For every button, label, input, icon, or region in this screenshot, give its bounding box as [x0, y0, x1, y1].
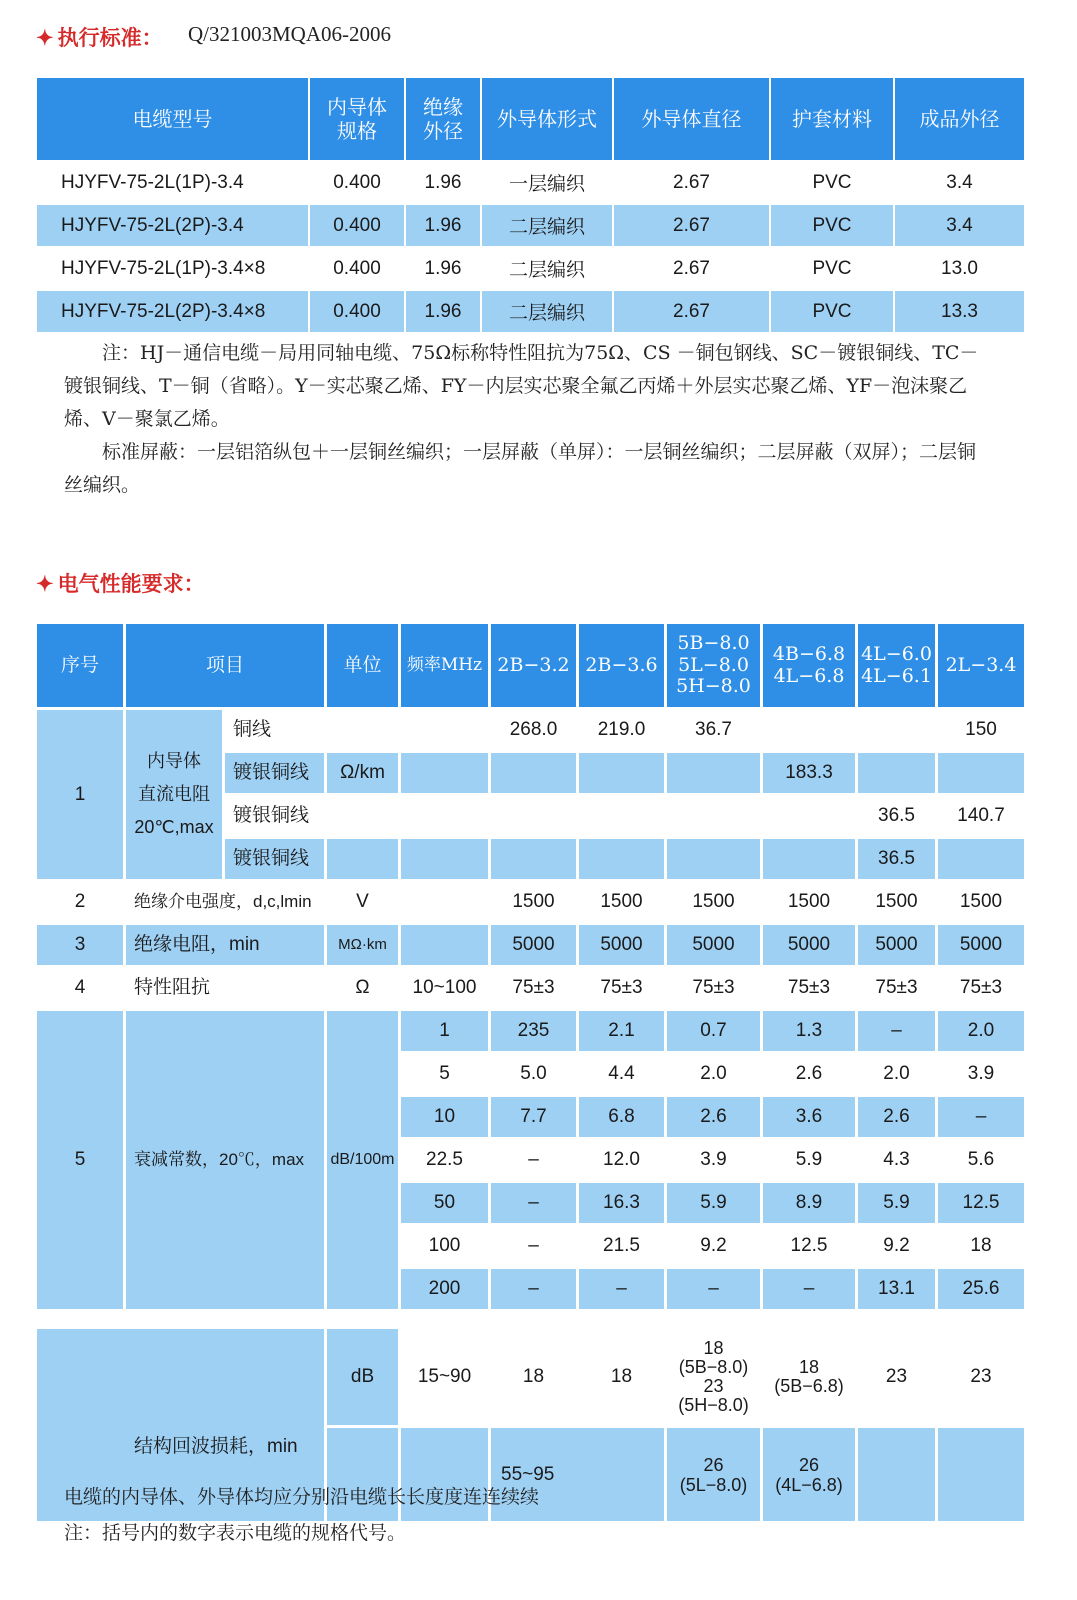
table-cell: 36.5: [855, 793, 935, 836]
table-cell: [664, 793, 760, 836]
item-cell: 结构回波损耗，min: [37, 1329, 324, 1521]
item-line: 直流电阻: [138, 784, 210, 804]
value-line: 23: [703, 1376, 724, 1396]
subitem-cell: 铜线: [222, 707, 324, 750]
table-cell: 1.96: [404, 160, 480, 203]
header-cell: 绝缘 外径: [404, 78, 480, 160]
table-cell: [398, 750, 488, 793]
table-cell: 5000: [664, 922, 760, 965]
note-shielding: 标准屏蔽：一层铝箔纵包＋一层铜丝编织；一层屏蔽（单屏）：一层铜丝编织；二层屏蔽（双屏）；二层铜丝编织。: [64, 441, 977, 496]
table-cell: 4.4: [576, 1051, 664, 1094]
value-line: (5B−8.0): [678, 1357, 749, 1377]
header-item: 项目: [123, 624, 324, 707]
table-cell: 2.67: [612, 203, 769, 246]
header-cell: 外导体直径: [612, 78, 769, 160]
table-cell: [488, 750, 576, 793]
table-cell: 18: [935, 1223, 1024, 1266]
table-cell: 75±3: [488, 965, 576, 1008]
table-cell: [760, 707, 855, 750]
table-cell: 2.67: [612, 160, 769, 203]
table-cell: [324, 836, 398, 879]
table-cell: 13.0: [893, 246, 1024, 289]
table-cell: 5.9: [664, 1180, 760, 1223]
subitem-cell: 镀银铜线: [222, 836, 324, 879]
table-cell: 0.400: [308, 289, 404, 332]
freq-cell: 5: [398, 1051, 488, 1094]
table-row: [37, 707, 1024, 750]
star-icon: ✦: [36, 27, 54, 50]
table-cell: 75±3: [664, 965, 760, 1008]
table-cell: HJYFV-75-2L(2P)-3.4: [37, 203, 308, 246]
table-cell: [855, 1425, 935, 1521]
table-cell: PVC: [769, 246, 893, 289]
table-cell: 0.400: [308, 203, 404, 246]
table-cell: 5000: [488, 922, 576, 965]
table-row: [37, 203, 1024, 246]
table-cell: 21.5: [576, 1223, 664, 1266]
header-line: 4B−6.8: [772, 642, 846, 665]
header-cell: [760, 624, 855, 707]
table-cell: 2.0: [664, 1051, 760, 1094]
table-cell: –: [576, 1266, 664, 1309]
table-cell: 5000: [855, 922, 935, 965]
seq-cell: 2: [37, 879, 123, 922]
unit-cell: dB/100m: [324, 1008, 398, 1309]
star-icon: ✦: [36, 573, 54, 596]
table-row: [37, 879, 1024, 922]
table-cell: 8.9: [760, 1180, 855, 1223]
table-cell: 2.67: [612, 246, 769, 289]
value-line: (4L−6.8): [775, 1474, 843, 1495]
seq-cell: 3: [37, 922, 123, 965]
value-line: (5L−8.0): [679, 1474, 748, 1495]
table-cell: PVC: [769, 160, 893, 203]
freq-cell: 10: [398, 1094, 488, 1137]
header-cell: 外导体形式: [480, 78, 612, 160]
table-cell: 12.0: [576, 1137, 664, 1180]
footer-note-codes: 注：括号内的数字表示电缆的规格代号。: [64, 1522, 407, 1544]
table-cell: 75±3: [760, 965, 855, 1008]
seq-cell: 4: [37, 965, 123, 1008]
table-cell: –: [664, 1266, 760, 1309]
table-cell: [576, 836, 664, 879]
value-line: 26: [798, 1454, 820, 1475]
table-cell: –: [855, 1008, 935, 1051]
table-cell: HJYFV-75-2L(1P)-3.4: [37, 160, 308, 203]
spacer-cell: [37, 1309, 1024, 1329]
table-cell: [664, 750, 760, 793]
table-cell: [935, 1425, 1024, 1521]
note-designations: 注：HJ－通信电缆－局用同轴电缆、75Ω标称特性阻抗为75Ω、CS －铜包钢线、SC－镀银铜线、TC－镀银铜线、T－铜（省略）。Y－实芯聚乙烯、FY－内层实芯聚全氟乙丙烯＋外层实芯聚乙烯、YF－泡沫聚乙烯、V－聚氯乙烯。: [64, 342, 979, 430]
freq-cell: 15~90: [398, 1329, 488, 1425]
table-cell: 5000: [576, 922, 664, 965]
header-cell: 2L−3.4: [935, 624, 1024, 707]
table-cell: 2.0: [935, 1008, 1024, 1051]
table-cell: [324, 707, 398, 750]
unit-cell: V: [324, 879, 398, 922]
table-cell: 0.400: [308, 246, 404, 289]
table-cell: [935, 836, 1024, 879]
table-cell: 5000: [760, 922, 855, 965]
table-cell: [760, 836, 855, 879]
table-cell: [488, 793, 576, 836]
table-cell: [664, 836, 760, 879]
freq-cell: 10~100: [398, 965, 488, 1008]
table-cell: 12.5: [760, 1223, 855, 1266]
table-cell: 5.9: [760, 1137, 855, 1180]
table-row: [37, 922, 1024, 965]
table-cell: [664, 1329, 760, 1425]
standard-title: ✦ 执行标准：: [36, 27, 163, 50]
table-cell: [576, 750, 664, 793]
header-cell: [855, 624, 935, 707]
table-cell: 268.0: [488, 707, 576, 750]
standard-code: Q/321003MQA06-2006: [188, 22, 391, 46]
table-cell: 13.1: [855, 1266, 935, 1309]
unit-cell: dB: [324, 1329, 398, 1425]
table-cell: [488, 836, 576, 879]
subitem-cell: 镀银铜线: [222, 750, 324, 793]
table-cell: PVC: [769, 289, 893, 332]
table-cell: 5000: [935, 922, 1024, 965]
table-cell: 5.0: [488, 1051, 576, 1094]
table-cell: 4.3: [855, 1137, 935, 1180]
table-cell: 23: [855, 1329, 935, 1425]
value-line: 26: [703, 1454, 724, 1475]
table-cell: 0.400: [308, 160, 404, 203]
header-line: 4L−6.0: [861, 642, 932, 665]
cable-spec-table: [37, 78, 1024, 332]
electrical-requirements-table: [37, 624, 1024, 1521]
table-cell: [398, 707, 488, 750]
header-unit: 单位: [324, 624, 398, 707]
table-cell: –: [488, 1137, 576, 1180]
header-cell: 内导体 规格: [308, 78, 404, 160]
table-cell: 3.9: [935, 1051, 1024, 1094]
freq-cell: 200: [398, 1266, 488, 1309]
value-line: 18: [703, 1338, 724, 1358]
table-cell: [576, 793, 664, 836]
header-cell: 电缆型号: [37, 78, 308, 160]
table-cell: [324, 793, 398, 836]
table-row: [37, 246, 1024, 289]
table-cell: 0.7: [664, 1008, 760, 1051]
table-cell: 9.2: [855, 1223, 935, 1266]
table-cell: 1500: [576, 879, 664, 922]
table-cell: PVC: [769, 203, 893, 246]
table-cell: 183.3: [760, 750, 855, 793]
subitem-cell: 镀银铜线: [222, 793, 324, 836]
table-cell: 1500: [664, 879, 760, 922]
table-cell: 75±3: [855, 965, 935, 1008]
header-line: 4L−6.1: [861, 664, 932, 687]
freq-cell: 50: [398, 1180, 488, 1223]
table-cell: HJYFV-75-2L(2P)-3.4×8: [37, 289, 308, 332]
table-cell: –: [760, 1266, 855, 1309]
table-cell: 一层编织: [480, 160, 612, 203]
table-cell: 3.4: [893, 203, 1024, 246]
table-cell: 2.6: [855, 1094, 935, 1137]
table-cell: [664, 1425, 760, 1521]
item-cell: 衰减常数，20℃，max: [123, 1008, 324, 1309]
seq-cell: 1: [37, 707, 123, 879]
freq-cell: 100: [398, 1223, 488, 1266]
table-cell: 二层编织: [480, 246, 612, 289]
table-cell: 1500: [855, 879, 935, 922]
table-cell: 2.6: [664, 1094, 760, 1137]
header-cell: 护套材料: [769, 78, 893, 160]
unit-cell: Ω/km: [324, 750, 398, 793]
table-cell: 9.2: [664, 1223, 760, 1266]
table-cell: [398, 836, 488, 879]
seq-cell: 5: [37, 1008, 123, 1309]
table-row: [37, 1329, 1024, 1425]
electrical-title: ✦ 电气性能要求：: [36, 573, 205, 596]
table-cell: 2.67: [612, 289, 769, 332]
value-line: 18: [798, 1357, 820, 1377]
table-cell: 235: [488, 1008, 576, 1051]
table-cell: –: [488, 1266, 576, 1309]
table-cell: 1.96: [404, 246, 480, 289]
table-cell: 2.6: [760, 1051, 855, 1094]
table-cell: 150: [935, 707, 1024, 750]
header-cell: 2B−3.6: [576, 624, 664, 707]
table-cell: 二层编织: [480, 203, 612, 246]
table-header-row: [37, 78, 1024, 160]
item-line: 内导体: [147, 751, 201, 771]
table-cell: [855, 707, 935, 750]
item-cell: 特性阻抗: [123, 965, 324, 1008]
table-cell: 13.3: [893, 289, 1024, 332]
header-line: 5B−8.0: [677, 631, 750, 654]
header-line: 5L−8.0: [678, 653, 749, 676]
table-cell: 1500: [488, 879, 576, 922]
header-line: 5H−8.0: [676, 675, 751, 698]
table-cell: –: [935, 1094, 1024, 1137]
table-cell: [855, 750, 935, 793]
table-cell: 25.6: [935, 1266, 1024, 1309]
freq-cell: 1: [398, 1008, 488, 1051]
table-row: [37, 160, 1024, 203]
table-cell: 1.96: [404, 289, 480, 332]
table-cell: [398, 793, 488, 836]
table-cell: 1500: [760, 879, 855, 922]
value-line: (5H−8.0): [678, 1395, 749, 1415]
table-cell: 5.6: [935, 1137, 1024, 1180]
item-cell: 绝缘介电强度，d,c,lmin: [123, 879, 324, 922]
table-cell: 23: [935, 1329, 1024, 1425]
table-cell: [760, 793, 855, 836]
table-cell: [398, 922, 488, 965]
table-cell: 219.0: [576, 707, 664, 750]
table-cell: 2.0: [855, 1051, 935, 1094]
spacer-row: [37, 1309, 1024, 1329]
table-cell: 二层编织: [480, 289, 612, 332]
footer-note-continuity: 电缆的内导体、外导体均应分别沿电缆长长度度连连续续: [64, 1486, 540, 1508]
table-cell: 3.9: [664, 1137, 760, 1180]
table-cell: [935, 750, 1024, 793]
table-cell: 75±3: [576, 965, 664, 1008]
table-row: [37, 965, 1024, 1008]
table-cell: 18: [488, 1329, 576, 1425]
table-row: [37, 1008, 1024, 1051]
unit-cell: MΩ·km: [324, 922, 398, 965]
table-cell: –: [488, 1223, 576, 1266]
table-cell: [760, 1425, 855, 1521]
table-cell: 1.96: [404, 203, 480, 246]
header-cell: 2B−3.2: [488, 624, 576, 707]
header-cell: [664, 624, 760, 707]
table-cell: 1500: [935, 879, 1024, 922]
header-line: 4L−6.8: [773, 664, 845, 687]
table-cell: 2.1: [576, 1008, 664, 1051]
table-cell: [398, 879, 488, 922]
table-cell: 7.7: [488, 1094, 576, 1137]
table-cell: [760, 1329, 855, 1425]
table-cell: 18: [576, 1329, 664, 1425]
item-cell: 绝缘电阻，min: [123, 922, 324, 965]
freq-cell: 55~95: [488, 1425, 664, 1521]
freq-cell: 22.5: [398, 1137, 488, 1180]
header-freq: 频率MHz: [398, 624, 488, 707]
header-cell: 成品外径: [893, 78, 1024, 160]
item-cell: [123, 707, 222, 879]
table-row: [37, 289, 1024, 332]
header-seq: 序号: [37, 624, 123, 707]
table-cell: 3.4: [893, 160, 1024, 203]
table-cell: 36.7: [664, 707, 760, 750]
table-cell: HJYFV-75-2L(1P)-3.4×8: [37, 246, 308, 289]
value-line: (5B−6.8): [774, 1376, 844, 1396]
table-cell: 5.9: [855, 1180, 935, 1223]
table-cell: 75±3: [935, 965, 1024, 1008]
item-line: 20℃,max: [134, 817, 214, 837]
table-header-row: [37, 624, 1024, 707]
table-cell: 6.8: [576, 1094, 664, 1137]
table-cell: 36.5: [855, 836, 935, 879]
table-cell: 12.5: [935, 1180, 1024, 1223]
unit-cell: Ω: [324, 965, 398, 1008]
table-cell: 3.6: [760, 1094, 855, 1137]
table-cell: 16.3: [576, 1180, 664, 1223]
table-cell: –: [488, 1180, 576, 1223]
table-cell: 140.7: [935, 793, 1024, 836]
table-cell: 1.3: [760, 1008, 855, 1051]
